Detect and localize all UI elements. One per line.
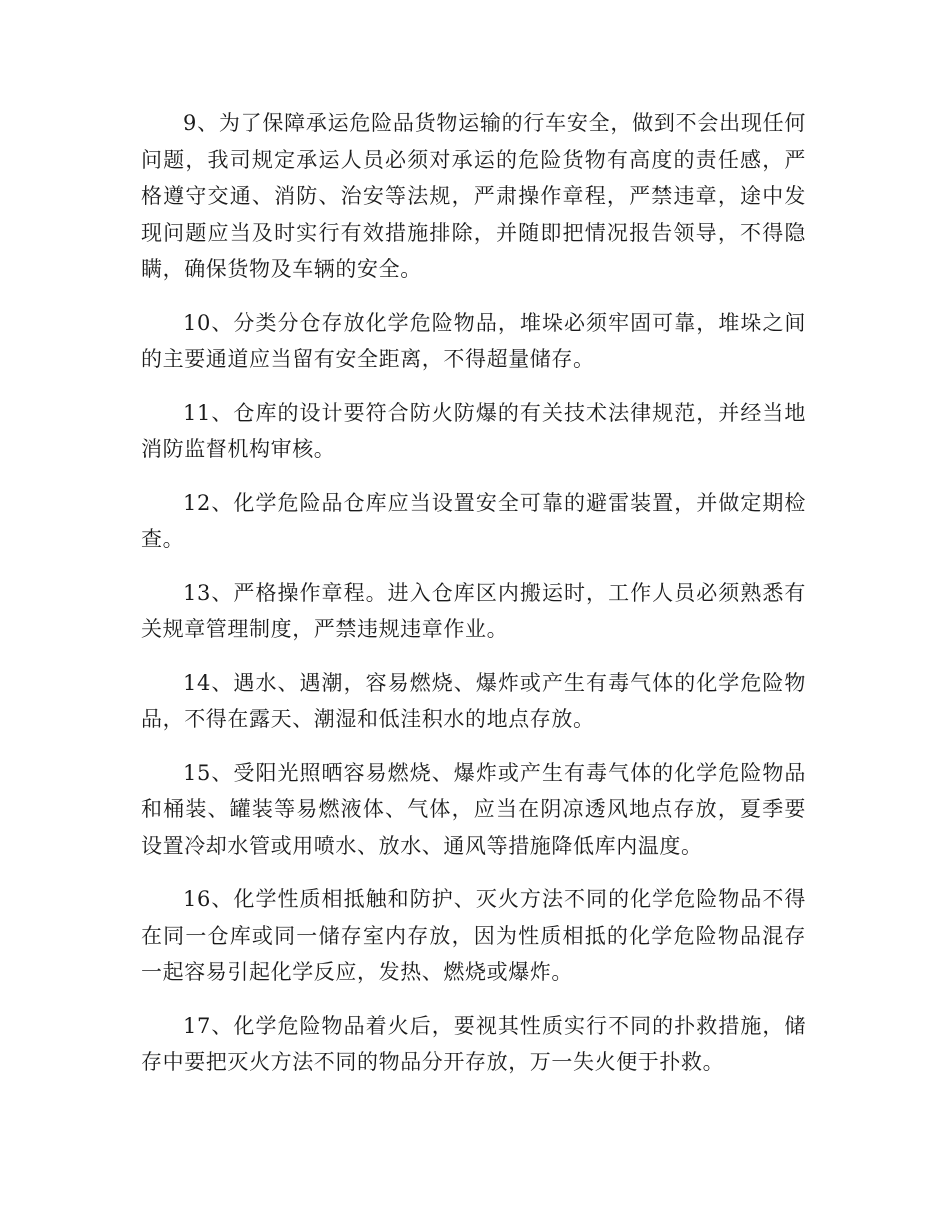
rule-paragraph-14: 14、遇水、遇潮，容易燃烧、爆炸或产生有毒气体的化学危险物品，不得在露天、潮湿和低洼积水的地点存放。	[141, 670, 806, 731]
rule-paragraph-17: 17、化学危险物品着火后，要视其性质实行不同的扑救措施，储存中要把灭火方法不同的物品分开存放，万一失火便于扑救。	[141, 1013, 806, 1074]
document-body	[141, 105, 806, 1098]
rule-paragraph-15: 15、受阳光照晒容易燃烧、爆炸或产生有毒气体的化学危险物品和桶装、罐装等易燃液体、气体，应当在阴凉透风地点存放，夏季要设置冷却水管或用喷水、放水、通风等措施降低库内温度。	[141, 760, 806, 858]
rule-paragraph-16: 16、化学性质相抵触和防护、灭火方法不同的化学危险物品不得在同一仓库或同一储存室内存放，因为性质相抵的化学危险物品混存一起容易引起化学反应，发热、燃烧或爆炸。	[141, 887, 806, 984]
rule-paragraph-13: 13、严格操作章程。进入仓库区内搬运时，工作人员必须熟悉有关规章管理制度，严禁违规违章作业。	[141, 580, 806, 641]
rule-paragraph-10: 10、分类分仓存放化学危险物品，堆垛必须牢固可靠，堆垛之间的主要通道应当留有安全距离，不得超量储存。	[141, 310, 806, 371]
rule-paragraph-12: 12、化学危险品仓库应当设置安全可靠的避雷装置，并做定期检查。	[141, 490, 806, 551]
rule-paragraph-11: 11、仓库的设计要符合防火防爆的有关技术法律规范，并经当地消防监督机构审核。	[141, 400, 806, 461]
rule-paragraph-9: 9、为了保障承运危险品货物运输的行车安全，做到不会出现任何问题，我司规定承运人员必须对承运的危险货物有高度的责任感，严格遵守交通、消防、治安等法规，严肃操作章程，严禁违章，途中发现问题应当及时实行有效措施排除，并随即把情况报告领导，不得隐瞒，确保货物及车辆的安全。	[141, 111, 806, 281]
